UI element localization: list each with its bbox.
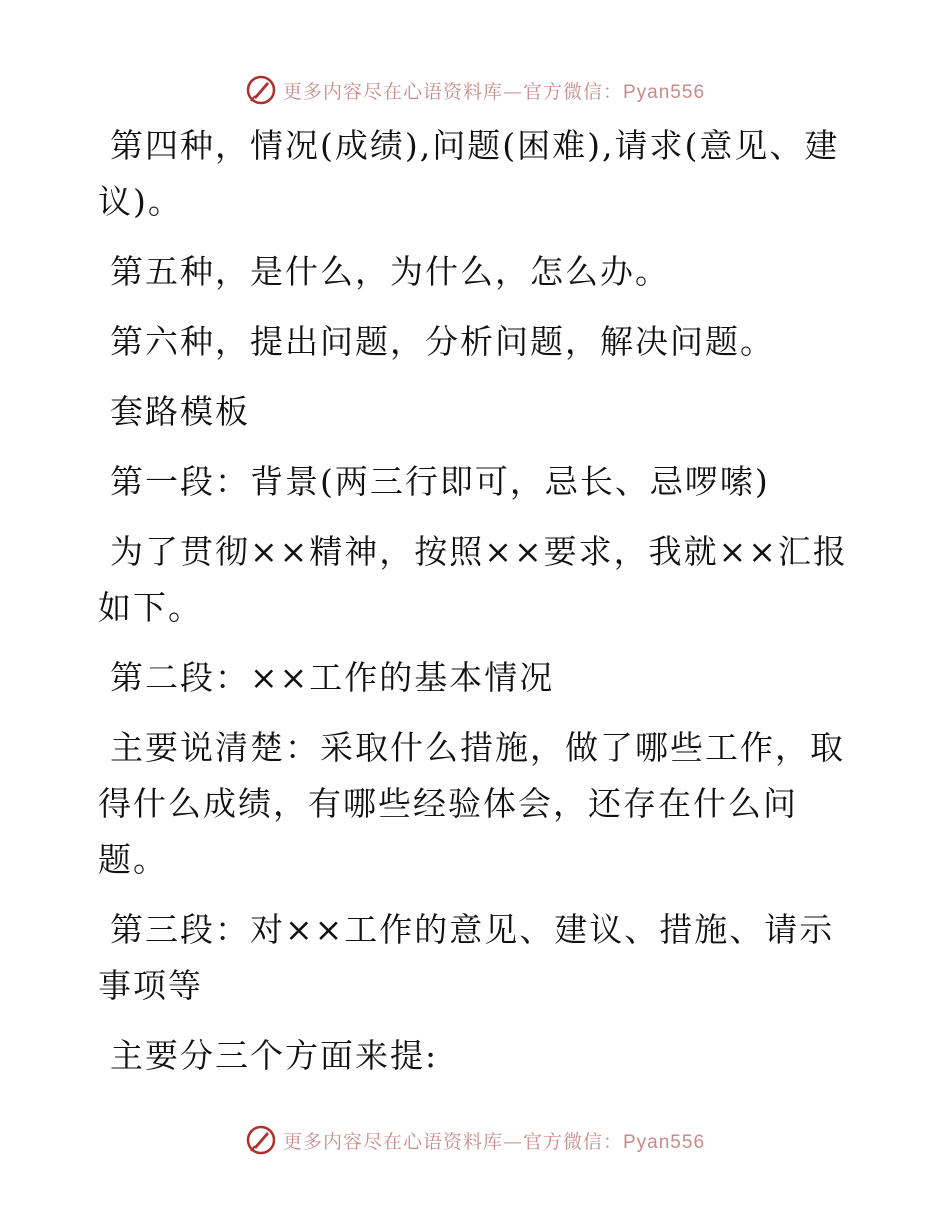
footer-watermark	[0, 1120, 950, 1160]
paragraph-section-two: 第二段：××工作的基本情况	[110, 658, 555, 697]
watermark-text: 更多内容尽在心语资料库—官方微信：Pyan556	[282, 1130, 706, 1153]
quill-logo-icon	[245, 1124, 277, 1156]
paragraph-section-two-detail: 主要说清楚：采取什么措施，做了哪些工作，取得什么成绩，有哪些经验体会，还存在什么问题。	[98, 728, 845, 879]
paragraph-type-six: 第六种，提出问题，分析问题，解决问题。	[110, 322, 775, 361]
document-body	[98, 118, 858, 1098]
paragraph-section-three: 第三段：对××工作的意见、建议、措施、请示事项等	[98, 910, 835, 1005]
header-watermark	[0, 70, 950, 110]
paragraph-type-five: 第五种，是什么，为什么，怎么办。	[110, 252, 670, 291]
section-heading-template: 套路模板	[110, 392, 250, 431]
paragraph-section-three-detail: 主要分三个方面来提:	[110, 1036, 439, 1075]
paragraph-type-four: 第四种，情况(成绩),问题(困难),请求(意见、建议)。	[98, 126, 840, 221]
quill-logo-icon	[245, 74, 277, 106]
paragraph-section-one: 第一段：背景(两三行即可，忌长、忌啰嗦)	[110, 462, 770, 501]
watermark-text: 更多内容尽在心语资料库—官方微信：Pyan556	[282, 80, 706, 103]
paragraph-section-one-example: 为了贯彻××精神，按照××要求，我就××汇报如下。	[98, 532, 848, 627]
